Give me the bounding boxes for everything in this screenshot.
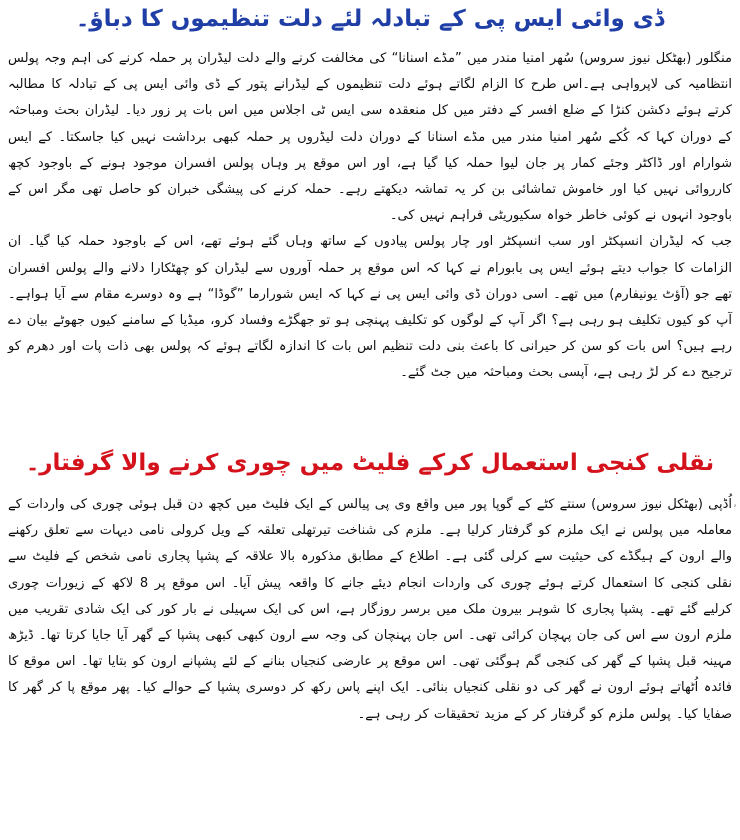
article-paragraph: منگلور (بھٹکل نیوز سروس) سُھر امنیا مندر میں ”مڈے اسنانا“ کی مخالفت کرنے والے دلت لیڈران پر حملہ کرنے کی اہم وجہ پولس انتظامیہ کی لاپرواہی ہے۔اس طرح کا الزام لگاتے ہوئے دلت تنظیموں کے لیڈرانے پتور کے ڈی وائی ایس پی کے تبادلہ کا مطالبہ کرتے ہوئے دکشن کنڑا کے ضلع افسر کے دفتر میں کل منعقدہ سی ایس ٹی اجلاس میں اس بات پر زور دیا۔ لیڈران بحث ومباحثہ کے دوران کہا کہ کُکے سُھر امنیا مندر میں مڈے اسنانا کے دوران دلت لیڈروں پر حملہ کبھی برداشت نہیں کیا جاسکتا۔ کے ایس شوارام اور ڈاکٹر وجئے کمار پر جان لیوا حملہ کیا گیا ہے، اور اس موقع پر وہاں پولس افسران موجود ہونے کے باوجود کچھ کارروائی نہیں کیا اور خاموش تماشائی بن کر یہ تماشہ دیکھتے رہے۔ حملہ کرنے کی پیشگی خبران کو حاصل تھی مگر اس کے باوجود انہوں نے کوئی خاطر خواہ سکیوریٹی فراہم نہیں کی۔ [8, 51, 732, 224]
article-paragraph: اُڈپی (بھٹکل نیوز سروس) سنتے کٹے کے گوپا پور میں واقع وی پی پیالس کے ایک فلیٹ میں کچھ دن قبل ہوئی چوری کی واردات کے معاملہ میں پولس نے ایک ملزم کو گرفتار کرلیا ہے۔ ملزم کی شناخت تیرتھلی تعلقہ کے ویل کرولی نامی دیہات سے تعلق رکھنے والے ارون کے ہیگڈے کی حیثیت سے کرلی گئی ہے۔ اطلاع کے مطابق مذکورہ بالا علاقہ کے پشپا پجاری نامی شخص کے فلیٹ سے نقلی کنجی کا استعمال کرتے ہوئے چوری کی واردات انجام دیئے جانے کا واقعہ پیش آیا۔ اس موقع پر 8 لاکھ کے زیورات چوری کرلیے گئے تھے۔ پشپا پجاری کا شوہر بیرون ملک میں برسر روزگار ہے، اس کی ایک سہیلی نے بار کور کی ایک شادی تقریب میں ملزم ارون سے اس کی جان پہچان کرائی تھی۔ اس جان پہنچان کی وجہ سے ارون کبھی کبھی پشپا کے گھر آیا جایا کرتا تھا۔ ڈیڑھ مہینہ قبل پشپا کے گھر کی کنجی گم ہوگئی تھی۔ اس موقع پر عارضی کنجیاں بنانے کے لئے پشپانے ارون کو بتایا تھا۔ اس موقع کا فائدہ اُٹھاتے ہوئے ارون نے گھر کی دو نقلی کنجیاں بنائی۔ ایک اپنے پاس رکھ کر دوسری پشپا کے حوالے کیا۔ پھر موقع پا کر گھر کا صفایا کیا۔ پولس ملزم کو گرفتار کر کے مزید تحقیقات کر رہی ہے۔ [8, 497, 732, 722]
separator-mark: ۥ [733, 501, 736, 512]
article-dysp-transfer [8, 4, 732, 444]
article-headline: ڈی وائی ایس پی کے تبادلہ لئے دلت تنظیموں کا دباؤ۔ [75, 6, 665, 32]
article-fake-key-theft [8, 444, 732, 728]
article-paragraph: جب کہ لیڈران انسپکٹر اور سب انسپکٹر اور چار پولس پیادوں کے ساتھ وہاں گئے ہوئے تھے، اس کے باوجود حملہ کیا گیا۔ ان الزامات کا جواب دیتے ہوئے ایس پی بابورام نے کہا کہ اس موقع پر حملہ آوروں سے لیڈران کو چھٹکارا دلانے والے پولس افسران تھے جو (آؤٹ یونیفارم) میں تھے۔ اسی دوران ڈی وائی ایس پی نے کہا کہ ایس شورارما ”گوڈا“ ہے وہ دوسرے مقام سے آیا ہواہے۔ آپ کو کیوں تکلیف ہو رہی ہے؟ اگر آپ کے لوگوں کو تکلیف پہنچی ہو تو جھگڑے وفساد کرو، میڈیا کے سامنے کیوں جھوٹے بیان دے رہے ہیں؟ اس بات کو سن کر حیرانی کا باعث بنی دلت تنظیم اس بات کا اندازہ لگاتے ہوئے کہ پولس بھی ذات پات اور دھرم کو ترجیح دے کر لڑ رہی ہے، آپسی بحث ومباحثہ میں جٹ گئے۔ [8, 234, 732, 381]
article-headline: نقلی کنجی استعمال کرکے فلیٹ میں چوری کرنے والا گرفتار۔ [25, 450, 715, 476]
